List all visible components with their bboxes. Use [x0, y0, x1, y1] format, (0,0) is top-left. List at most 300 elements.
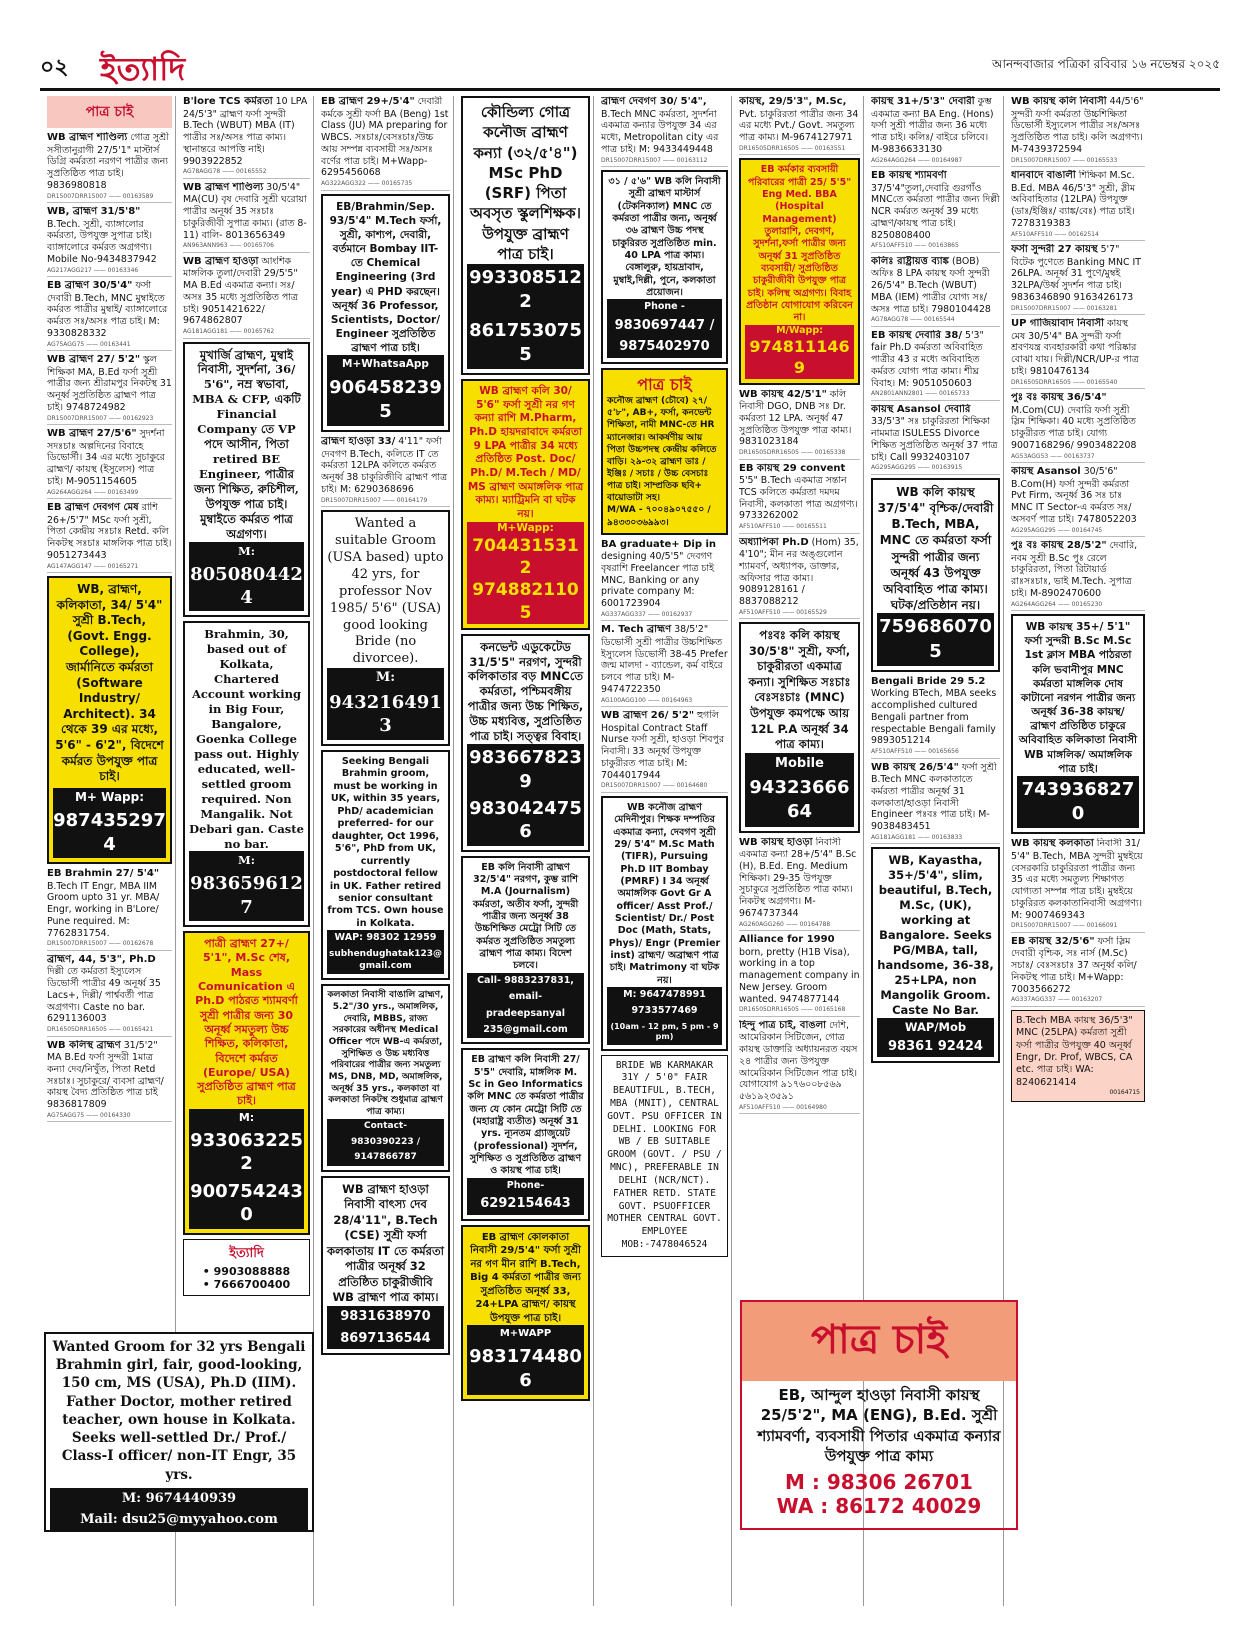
- ad-text: WB কলি কায়স্থ 37/5'4" বৃশ্চিক/দেবারী B.Tech, MBA, MNC তে কর্মরতা ফর্সা সুন্দরী পাত্রীর জন্য অনূর্ধ্ব 43 উপযুক্ত অবিবাহিত পাত্র কাম্য। ঘটক/প্রতিষ্ঠান নয়।: [877, 484, 994, 613]
- ad-phone: 8697136544: [327, 1328, 444, 1350]
- classified-ad: [1011, 96, 1145, 167]
- ad-phone: 9147866787: [327, 1150, 444, 1166]
- ad-text: M.Com(CU) দেবারি ফর্সা সুশ্রী স্লিম শিক্ষিকা। 40 মধ্যে সুপ্রতিষ্ঠিত চাকুরীরত পাত্র চাই। যোগ্য 9007168296/ 9903482208: [1011, 404, 1137, 451]
- ad-heading: EB কায়স্থ 32/5'6": [1011, 935, 1095, 947]
- section-brand: ইত্যাদি: [100, 50, 186, 88]
- ad-code: AG264AGG264 —— 00163499: [47, 488, 139, 496]
- ad-heading: EB Brahmin 27/ 5'4": [47, 868, 160, 880]
- ad-code: AG181AGG181 —— 00163833: [871, 833, 963, 841]
- ad-text: ফর্সা স্লিম দেবারী বৃশ্চিক, সঃ নার্স (M.Sc) সচাঃ/ বেঃসঃচাঃ 37 অনূর্ধ্ব কলি/ নিকটস্থ পাত্র চাই। M+Wapp: 7003566272: [1011, 935, 1137, 995]
- ad-code: DR15007DRR15007 —— 00163589: [47, 192, 154, 200]
- classified-ad: [183, 256, 310, 339]
- ad-phone-label: Mobile: [745, 753, 854, 775]
- ad-code: DR16505DRR16505 —— 00165338: [739, 449, 846, 457]
- ad-phone: 7044315312: [467, 535, 584, 579]
- classified-ad: [871, 330, 1000, 401]
- ad-email: Mail: dsu25@myyahoo.com: [50, 1509, 308, 1531]
- ad-text: নিবাসী 31/ 5'4" B.Tech, MBA সুন্দরী মুম্বইয়ে বেসরকারি চাকুরিরতা পাত্রীর জন্য 35 এর মধ্যে সমতুল্য শিক্ষাগত যোগ্যতা সম্পন্ন পাত্র চাই। মুম্বইয়ে চাকুরিরত কলকাতানিবাসী অগ্রগণ্য। M: 9007469343: [1011, 838, 1143, 921]
- ad-code: AG75AGG75 —— 00163441: [47, 340, 131, 348]
- ad-phone: 9748821105: [467, 579, 584, 623]
- ad-code: AG147AGG147 —— 00165271: [47, 562, 139, 570]
- ad-phone-label: M/Wapp:: [745, 325, 854, 337]
- ad-phone: M: 9647478991: [607, 987, 722, 1003]
- ad-text: Pvt. চাকুরিরতা পাত্রীর জন্য 34 এর মধ্যে Pvt./ Govt. সমতুল্য পাত্র কাম্য। M-9674127971: [739, 108, 859, 143]
- ad-code: AG337AGG337 —— 00162937: [601, 610, 693, 618]
- ad-text: মুখার্জি ব্রাহ্মণ, মুম্বাই নিবাসী, সুদর্শনা, 36/ 5'6", নম্র স্বভাবা, MBA & CFP, একটি Financial Company তে VP পদে আসীন, পিতা retired BE Engineer, পাত্রীর জন্য শিক্ষিত, রুচিশীল, উপযুক্ত পাত্র চাই। মুম্বাইতে কর্মরত পাত্র অগ্রগণ্য।: [192, 347, 301, 541]
- ad-text: পঃবঃ কলি কায়স্থ 30/5'8" সুশ্রী, ফর্সা, চাকুরীরতা একমাত্র কন্যা। সুশিক্ষিত সঃচাঃ বেঃসঃচাঃ (MNC) উপযুক্ত কমপক্ষে আয় 12L P.A অনূর্ধ্ব 34 পাত্র কাম্য।: [748, 628, 851, 752]
- ad-phone: 9432366664: [745, 774, 854, 827]
- ad-text: Working BTech, MBA seeks accomplished cultured Bengali partner from respectable Bengali family 9893051214: [871, 688, 997, 747]
- ad-phone: M/WA - ৭০০৪৯০৭৫৫০ / ৯৪৩৩০৩৬৯৯৩।: [607, 505, 711, 528]
- ad-heading: Bengali Bride 29 5.2: [871, 675, 986, 687]
- banner-text: EB, আন্দুল হাওড়া নিবাসী কায়স্থ 25/5'2", MA (ENG), B.Ed. সুশ্রী শ্যামবর্ণা, ব্যবসায়ী পিতার একমাত্র কন্যার উপযুক্ত পাত্র কাম্য: [757, 1386, 1001, 1465]
- ad-heading: B'lore TCS কর্মরতা: [183, 96, 273, 107]
- classified-ad: [739, 463, 860, 534]
- ad-heading: WB, ব্রাহ্মণ 31/5'8": [47, 206, 141, 217]
- ad-text: কৌন্ডিল্য গোত্র কনৌজ ব্রাহ্মণ কন্যা (৩২/৫'৪") MSc PhD (SRF) পিতা অবসৃত স্কুলশিক্ষক। উপযুক্ত ব্রাহ্মণ পাত্র চাই।: [470, 103, 581, 263]
- ad-code: DR15007DRR15007 —— 00162923: [47, 414, 154, 422]
- column-5: [598, 96, 732, 1606]
- ad-code: AF510AFF510 —— 00163865: [871, 242, 959, 250]
- ad-box: [321, 510, 450, 746]
- ad-text: নিবাসী একমাত্র কন্যা 28+/5'4" B.Sc (H), B.Ed. Eng. Medium শিক্ষিকা। 29-35 উপযুক্ত সুচাকুরে সুপ্রতিষ্ঠিত পাত্র কাম্য। নিকটস্থ অগ্রগণ্য। M-9674737344: [739, 836, 857, 919]
- ad-list: [601, 539, 728, 793]
- ad-box: [461, 379, 590, 629]
- classified-ad: [739, 537, 860, 620]
- ad-code: AF510AFF510 —— 00165529: [739, 608, 827, 616]
- ad-code: AF510AFF510 —— 00165656: [871, 748, 959, 756]
- ad-code: DR15007DRR15007 —— 00163281: [1011, 304, 1118, 312]
- ad-text: দেবারী কর্মকে সুশ্রী ফর্সা BA (Beng) 1st Class (JU) MA preparing for WBCS. সঃচাঃ/বেসঃচাঃ/উচ্চ আয় সম্পন্ন ব্যবসায়ী সঃ/অসঃ বর্ণের পাত্র চাই। M+Wapp-6295456068: [321, 96, 449, 179]
- ad-code: DR16505DRR16505 —— 00165540: [1011, 378, 1118, 386]
- ad-heading: Alliance for 1990: [739, 934, 835, 946]
- classified-ad: [1011, 838, 1145, 933]
- ad-text: রাশি 26+/5'7" MSc ফর্সা সুশ্রী, পিতা কেন্দ্রীয় সঃচাঃ Retd. কলি নিকটস্থ সঃচাঃ মাঙ্গলিক পাত্র চাই। 9051273443: [47, 502, 172, 561]
- ad-box: [601, 1055, 728, 1257]
- ad-phone: 98361 92424: [877, 1037, 994, 1058]
- ad-phone-label: M+Wapp:: [467, 522, 584, 536]
- ad-box: [47, 576, 172, 864]
- ad-text: EB কলি নিবাসী ব্রাহ্মণ 32/5'4" নরগণ, কুম্ভ রাশি M.A (Journalism) কর্মরতা, অতীব ফর্সা, সুন্দরী পাত্রীর জন্য অনূর্ধ্ব 38 উচ্চশিক্ষিত মেট্রো সিটি তে কর্মরত সুপ্রতিষ্ঠিত সমতুল্য ব্রাহ্মণ পাত্র কাম্য। বিদেশ চলবে।: [472, 861, 579, 972]
- ad-code: AG181AGG181 —— 00165762: [183, 328, 275, 335]
- ad-code: AG78AGG78 —— 00165544: [871, 316, 955, 324]
- ad-box: [321, 984, 450, 1172]
- ad-box: [321, 750, 450, 980]
- ad-code: AG322AGG322 —— 00165735: [321, 180, 413, 187]
- contact-phone: • 7666700400: [202, 1277, 291, 1291]
- banner-title: পাত্র চাই: [742, 1302, 1016, 1381]
- ad-code: DR15007DRR15007 —— 00164179: [321, 496, 428, 504]
- ad-phone: 9933085122: [467, 264, 584, 317]
- ad-phone: 9733577469: [607, 1003, 722, 1019]
- ad-phone-label: WAP/Mob: [877, 1018, 994, 1037]
- ad-box: [601, 796, 728, 1051]
- ad-heading: কলিঃ রাষ্ট্রায়ত্ত ব্যাঙ্ক: [871, 255, 949, 267]
- ad-box: [461, 1225, 590, 1402]
- ad-text: B.Tech MNC কর্মরতা, সুদর্শনা একমাত্র কন্যার উপযুক্ত 34 এর মধ্যে, Metropolitan city এর পাত্র চাই। M: 9433449448: [601, 108, 719, 155]
- ad-heading: WB ব্রাহ্মণ হাওড়া: [183, 255, 259, 267]
- ad-list: [871, 96, 1000, 475]
- ad-title: পাত্র চাই: [637, 374, 692, 394]
- ad-phone-label: Contact-: [327, 1119, 444, 1135]
- classified-ad: [47, 954, 172, 1037]
- classified-ad: [871, 256, 1000, 327]
- ad-text: দিল্লী তে কর্মরতা ইস্যুলেস ডিভোর্সী পাত্রীর 49 অনূর্ধ্ব 35 Lacs+, দিল্লী/ পার্শ্ববর্তী পাত্র অগ্রগণ্য। Caste no bar. 6291136003: [47, 966, 161, 1025]
- ad-code: AF510AFF510 —— 00162514: [1011, 230, 1099, 238]
- ad-phone: 8050804424: [189, 561, 304, 612]
- ad-heading: ব্রাহ্মণ হাওড়া 33/: [321, 436, 396, 448]
- ad-phone-label: M:: [189, 1109, 304, 1127]
- ad-phone-label: M:: [189, 851, 304, 870]
- ad-code: DR16505DRR16505 —— 00165168: [739, 1006, 846, 1014]
- ad-text: হুগলি Hospital Contract Staff Nurse ফর্সা সুশ্রী, হাওড়া শিবপুর নিবাসী। 33 অনূর্ধ্ব উপযুক্ত চাকুরীরত পাত্র চাই। M: 7044017944: [601, 710, 724, 781]
- ad-list: [1011, 838, 1145, 1007]
- ad-text: পাত্রী ব্রাহ্মণ 27+/ 5'1", M.Sc শেষ, Mass Comunication এ Ph.D পাঠরত শ্যামবর্ণা সুশ্রী পাত্রীর জন্য 30 অনূর্ধ্ব সমতুল্য উচ্চ শিক্ষিত, কলিকাতা, বিদেশে কর্মরত (Europe/ USA) সুপ্রতিষ্ঠিত ব্রাহ্মণ পাত্র চাই।: [195, 937, 298, 1108]
- ad-code: AG295AGG295 —— 00163915: [871, 464, 963, 472]
- column-8: [1008, 96, 1148, 1606]
- ad-text: 37/5'4"তুলা,দেবারি গুরগাঁও MNCতে কর্মরতা পাত্রীর জন্য দিল্লী NCR কর্মরত অনূর্ধ্ব 39 মধ্যে ব্রাহ্মণ/কায়স্থ পাত্র চাই।8250808400: [871, 182, 1000, 241]
- ad-phone: 9830424756: [467, 795, 584, 846]
- ad-text: দেশি, আমেরিকান সিটিজেন, গোত্র কায়স্থ ডাক্তারি অধ্যায়নরত বয়স ২৪ পাত্রীর জন্য উপযুক্ত আমেরিকান সিটিজেন পাত্র চাই। যোগাযোগ ৯১৭৬০০৮৫৬৯ ৫৬১৯২৩৫৯১: [739, 1019, 858, 1103]
- ad-phone: 8617530755: [467, 317, 584, 370]
- ad-text: 4'11" ফর্সা দেবগণ B.Tech, কলিতে IT তে কর্মরতা 12LPA কলিতে কর্মরত অনূর্ধ্ব 38 চাকুরিজীবি ব্রাহ্মণ পাত্র চাই। M: 6290368696: [321, 436, 447, 495]
- ad-box: [183, 342, 310, 618]
- ad-phone: 9830697447 /: [607, 316, 722, 337]
- ad-text: Wanted a suitable Groom (USA based) upto 42 yrs, for professor Nov 1985/ 5'6" (USA) good looking Bride (no divorcee).: [327, 516, 444, 667]
- ad-heading: UP গাজিয়াবাদ নিবাসী: [1011, 318, 1104, 329]
- ad-phone: WAP: 98302 12959: [327, 930, 444, 946]
- classified-ad: [47, 1040, 172, 1123]
- ad-code: AG260AGG260 —— 00164788: [739, 920, 831, 928]
- classified-ad: [1011, 936, 1145, 1007]
- ad-text: ফর্সা সুশ্রী B.Tech MNC কলকাতাতে কর্মরতা পাত্রীর অনূর্ধ্ব 31 কলকাতা/হাওড়া নিবাসী Engineer পঃবঃ পাত্র চাই। M-9038483451: [871, 761, 997, 833]
- ad-text: 44/5'6" সুন্দরী ফর্সা কর্মরতা উচ্চশিক্ষিতা ডিভোর্সী ইস্যুলেস পাত্রীর সঃ/অসঃ সুপ্রতিষ্ঠিত পাত্র চাই। কলি অগ্রগণ্য। M-7439372594: [1011, 96, 1144, 155]
- classified-ad: [1011, 540, 1145, 611]
- ad-list: [1011, 96, 1145, 611]
- ad-heading: ধানবাদে বাঙালী: [1011, 170, 1076, 181]
- ad-phone: 7439368270: [1017, 776, 1139, 829]
- page-number: ০২: [40, 55, 69, 80]
- ad-code: DR15007DRR15007 —— 00164680: [601, 782, 708, 790]
- ad-text: (BOB) অফিঃ 8 LPA কায়স্থ ফর্সা সুন্দরী 26/5'4" B.Tech (WBUT) MBA (IEM) পাত্রীর যোগ্য সঃ/অসঃ পাত্র চাই। 7980104428: [871, 255, 991, 315]
- ad-text: WB কনৌজ ব্রাহ্মণ মেদিনীপুর। শিক্ষক দম্পতির একমাত্র কন্যা, দেবগণ সুশ্রী 29/ 5'4" M.Sc Math (TIFR), Pursuing Ph.D IIT Bombay (PMRF) I 34 অনূর্ধ্ব অমাঙ্গলিক Govt Gr A officer/ Asst Prof./ Scientist/ Dr./ Post Doc (Math, Stats, Phys)/ Engr (Premier inst) ব্রাহ্মণ/ অব্রাহ্মণ পাত্র চাই। Matrimony বা ঘটক নয়।: [608, 801, 721, 986]
- ad-time: (10am - 12 pm, 5 pm - 9 pm): [607, 1020, 722, 1045]
- ad-heading: WB কায়স্থ 42/5'1": [739, 388, 827, 400]
- ad-heading: EB কায়স্থ শ্যামবর্ণা: [871, 170, 947, 181]
- ad-text: 5'5" B.Tech একমাত্র সন্তান TCS কলিতে কর্মরতা দমদম নিবাসী, কলকাতা পাত্র অগ্রগণ্য। 9733262002: [739, 475, 858, 522]
- ad-list: [183, 96, 310, 339]
- ad-phone: 9874352974: [53, 807, 166, 858]
- classified-ad: [739, 837, 860, 932]
- ad-text: 5'7" বিটেক পুণেতে Banking MNC IT 26LPA. অনূর্ধ্ব 31 পুণে/মুম্বই 32LPA/উর্ধ্ব সুদর্শন পাত্র চাই। 9836346890 9163426173: [1011, 244, 1142, 303]
- contact-title: ইত্যাদি: [229, 1245, 264, 1261]
- ad-heading: কায়স্থ, 29/5'3", M.Sc,: [739, 96, 847, 107]
- ad-phone: 9836678239: [467, 744, 584, 795]
- ad-heading: কায়স্থ 31+/5'3" দেবারী: [871, 96, 975, 107]
- classified-ad: [739, 934, 860, 1017]
- ad-box: [461, 856, 590, 1044]
- ad-email: subhendughatak123@gmail.com: [327, 947, 444, 974]
- ad-heading: WB কলিস্থ ব্রাহ্মণ: [47, 1039, 121, 1051]
- classified-ad: [47, 280, 172, 351]
- ad-heading: WB কায়স্থ 26/5'4": [871, 761, 959, 773]
- classified-ad: [183, 96, 310, 179]
- ad-code: AG295AGG295 —— 00164745: [1011, 526, 1103, 534]
- ad-code: AG78AGG78 —— 00165552: [183, 168, 267, 176]
- ad-heading: অধ্যাপিকা Ph.D: [739, 536, 809, 548]
- ad-text: B.Tech MBA কায়স্থ 36/5'3" MNC (25LPA) কর্মরতা সুশ্রী ফর্সা পাত্রীর উপযুক্ত 40 অনূর্ধ্ব Engr, Dr. Prof, WBCS, CA etc. পাত্র চাই। WA: 8240621414: [1016, 1014, 1133, 1088]
- ad-box: [461, 96, 590, 375]
- ad-text: 30/5'6" B.Com(H) ফর্সা সুন্দরী কর্মরতা Pvt Firm, অনূর্ধ্ব 36 সঃ চাঃ MNC IT Sector-এ কর্মরত সঃ/ অসবর্ণ পাত্র চাই। 7478052203: [1011, 466, 1137, 525]
- ad-text: 33/5'3" সঃ চাকুরিরতা শিক্ষিকা নামমাত্র ISULESS Divorce শিক্ষিত সুপ্রতিষ্ঠিত অনূর্ধ্ব 37 পাত্র চাই। Call 9932403107: [871, 416, 998, 463]
- ad-heading: পুঃ বঃ কায়স্থ 28/5'2": [1011, 540, 1107, 551]
- ad-heading: WB ব্রাহ্মণ 27/ 5'2": [47, 354, 141, 365]
- ad-box: [321, 194, 450, 433]
- classified-ad: [739, 1020, 860, 1115]
- wide-ad: [44, 1332, 314, 1532]
- classified-ad: [47, 428, 172, 499]
- ad-phone-label: M:: [327, 668, 444, 689]
- ad-heading: ব্রাহ্মণ দেবগণ 30/ 5'4",: [601, 96, 707, 107]
- classified-ad: [47, 132, 172, 203]
- classified-ad: [601, 539, 728, 622]
- ad-box: [739, 622, 860, 832]
- classified-ad: [871, 96, 1000, 167]
- column-3: [318, 96, 454, 1606]
- ad-text: 31/5'2" MA B.Ed ফর্সা সুন্দরী 1মাত্র কন্যা দেব/নিখুঁত, পিতা Retd সঃচাঃ। সুচাকুরে/ ব্যবসা ব্রাহ্মণ/ কায়স্থ বৈদ্য প্রতিষ্ঠিত পাত্র চাই 9836817809: [47, 1039, 164, 1111]
- ad-phone-label: M+WhatsaApp: [327, 355, 444, 373]
- ad-email-label: email-: [467, 989, 584, 1005]
- ad-heading: EB কায়স্থ 29 convent: [739, 462, 846, 474]
- classified-ad: [739, 389, 860, 460]
- ad-text: BRIDE WB KARMAKAR 31Y / 5'0" FAIR BEAUTIFUL, B.TECH, MBA (MNIT), CENTRAL GOVT. PSU OFFICER IN DELHI. LOOKING FOR WB / EB SUITABLE GROOM (GOVT. / PSU / MNC), PREFERABLE IN DELHI (NCR/NCT). FATHER RETD. STATE GOVT. PSUOFFICER MOTHER CENTRAL GOVT. EMPLOYEE MOB:-7478046524: [607, 1059, 722, 1250]
- ad-text: EB/Brahmin/Sep. 93/5'4" M.Tech ফর্সা, সুশ্রী, কাশ্যপ, দেবারী, বর্তমানে Bombay IIT- তে Chemical Engineering (3rd year) এ PHD করছেন। অনূর্ধ্ব 36 Professor, Scientists, Doctor/ Engineer সুপ্রতিষ্ঠিত ব্রাহ্মণ পাত্র চাই।: [329, 200, 442, 355]
- contact-box: [183, 1239, 310, 1296]
- classified-ad: [47, 354, 172, 425]
- classified-ad: [601, 710, 728, 793]
- ad-text: EB কর্মকার ব্যবসায়ী পরিবারের পাত্রী 25/ 5'5" Eng Med. BBA (Hospital Management) তুলারাশি, দেবগণ, সুদর্শনা,ফর্সা পাত্রীর জন্য অনূর্ধ্ব 31 সুপ্রতিষ্ঠিত ব্যবসায়ী/ সুপ্রতিষ্ঠিত চাকুরীজীবী উপযুক্ত পাত্র চাই। কলিস্থ অগ্রগণ্য। বিবাহ প্রতিষ্ঠান যোগাযোগ করিবেন না।: [746, 164, 853, 324]
- ad-text: কলকাতা নিবাসী বাঙালি ব্রাহ্মণ, 5.2"/30 yrs., অমাঙ্গলিক, দেবারি, MBBS, রাজ্য সরকারের অধীনস্থ Medical Officer পদে WB-এ কর্মরতা, সুশিক্ষিত ও উচ্চ মধ্যবিত্ত পরিবারের পাত্রীর জন্য সমতুল্য MS, DNB, MD, অমাঙ্গলিক, অনূর্ধ্ব 35 yrs., কলকাতা বা কলকাতা নিকটস্থ শুধুমাত্র ব্রাহ্মণ পাত্র কাম্য।: [327, 990, 444, 1118]
- ad-heading: ব্রাহ্মণ, 44, 5'3", Ph.D: [47, 953, 156, 965]
- ad-heading: কায়স্থ Asansol দেবারি: [871, 403, 971, 415]
- ad-list: [321, 96, 450, 191]
- ad-text: কনৌজ ব্রাহ্মণ (চৌবে) ২৭/ ৫'৮", AB+, ফর্সা, কনভেন্ট শিক্ষিতা, নামী MNC-তে HR ম্যানেজার। আকর্ষণীয় আয় পিতা উচ্চপদস্থ কেন্দ্রীয় কলিতে বাড়ি। ২৯-৩২ ব্রাহ্মণ ডাঃ / ইঞ্জিঃ / সচাঃ / উচ্চ বেসচাঃ পাত্র চাই। সাম্প্রতিক ছবি+ বায়োডাটা সহ।: [607, 396, 717, 504]
- ad-phone: 9064582395: [327, 374, 444, 427]
- ad-phone: 9748111469: [745, 337, 854, 379]
- ad-code: AG75AGG75 —— 00164330: [47, 1111, 131, 1119]
- ad-phone: Call- 9883237831,: [467, 973, 584, 989]
- ad-phone-label: Phone -: [607, 299, 722, 315]
- ad-text: কুম্ভ একমাত্র কন্যা BA Eng. (Hons) ফর্সা সুশ্রী পাত্রীর জন্য 36 মধ্যে পাত্র চাই। কলিঃ/ বাইরে চলিবে। M-9836633130: [871, 96, 994, 155]
- ad-text: কায়স্থ মেষ 30/5'4" BA সুন্দরী ফর্সা শ্রবণযন্ত্র ব্যবহারকারী কথা পরিষ্কার বোঝা যায়। দিল্লী/NCR/UP-র পাত্র চাই। 9810476134: [1011, 318, 1139, 377]
- ad-phone-label: M+ Wapp:: [53, 788, 166, 808]
- ad-text: 10 LPA 24/5'3" ব্রাহ্মণ ফর্সা সুন্দরী B.Tech (WBUT) MBA (IT) পাত্রীর সঃ/অসঃ পাত্র কাম্য। স্থানান্তরে আপত্তি নাই। 9903922852: [183, 96, 308, 167]
- ad-phone: 9836596127: [189, 870, 304, 921]
- ad-heading: WB ব্রাহ্মণ শাণ্ডিল্য: [183, 181, 264, 193]
- classified-ad: [871, 170, 1000, 253]
- ad-box: [871, 847, 1000, 1063]
- ad-heading: EB ব্রাহ্মণ দেবগণ মেষ: [47, 502, 139, 513]
- ad-text: WB ব্রাহ্মণ হাওড়া নিবাসী বাৎস্য দেব 28/4'11", B.Tech (CSE) সুশ্রী ফর্সা কলকাতায় IT তে কর্মরতা পাত্রীর অনূর্ধ্ব 32 প্রতিষ্ঠিত চাকুরীজীবি WB ব্রাহ্মণ পাত্র কাম্য।: [327, 1181, 444, 1305]
- ad-heading: WB কায়স্থ কলি নিবাসী: [1011, 96, 1107, 107]
- ad-list: [47, 132, 172, 573]
- ad-code: AG337AGG337 —— 00163207: [1011, 996, 1103, 1004]
- classified-ad: [321, 436, 450, 507]
- ad-phone: M: 9674440939: [50, 1488, 308, 1510]
- classified-ad: [1011, 392, 1145, 463]
- ad-box: [321, 1176, 450, 1355]
- ad-text: স্কুল শিক্ষিকা MA, B.Ed ফর্সা সুশ্রী পাত্রীর জন্য শ্রীরামপুর নিকটস্থ 31 অনূর্ধ্ব সুপ্রতিষ্ঠিত ব্রাহ্মণ পাত্র চাই। 9748724982: [47, 354, 172, 413]
- ad-code: DR16505DRR16505 —— 00165421: [47, 1026, 154, 1034]
- ad-text: 5'3" fair Ph.D কর্মরতা অবিবাহিত পাত্রীর 43 র মধ্যে অবিবাহিত কর্মরত যোগ্য পাত্র কাম্য। শীঘ্র বিবাহ। M: 9051050603: [871, 329, 984, 389]
- ad-heading: EB ব্রাহ্মণ 30/5'4": [47, 280, 133, 291]
- ad-list: [739, 389, 860, 620]
- classified-ad: [321, 96, 450, 191]
- ad-phone: 9007542430: [189, 1178, 304, 1229]
- publication-date: আনন্দবাজার পত্রিকা রবিবার ১৬ নভেম্বর ২০২৫: [992, 57, 1220, 71]
- classified-ad: [601, 624, 728, 707]
- banner-phone: M : 98306 26701: [785, 1470, 973, 1494]
- ad-text: EB ব্রাহ্মণ কলি নিবাসী 27/ 5'5" দেবারি, মাঙ্গলিক M. Sc in Geo Informatics কলি MNC তে কর্মরতা পাত্রীর জন্য যে কোন মেট্রো সিটি তে (মহারাষ্ট্র ব্যতীত) অনূর্ধ্ব 31 yrs. ন্যূনতম গ্র্যাজুয়েট (professional) সুদর্শন, সুশিক্ষিত ও সুপ্রতিষ্ঠিত ব্রাহ্মণ ও কায়স্থ পাত্র চাই।: [467, 1054, 584, 1177]
- banner-ad: [740, 1300, 1018, 1530]
- ad-heading: পুঃ বঃ কায়স্থ 36/5'4": [1011, 392, 1107, 403]
- classified-ad: [1011, 170, 1145, 241]
- ad-text: আংশিক মাঙ্গলিক তুলা/দেবারী 29/5'5" MA B.Ed একমাত্র কন্যা। সঃ/অসঃ 35 মধ্যে সুপ্রতিষ্ঠিত পাত্র চাই। 9051421622/ 9674862807: [183, 255, 298, 327]
- ad-text: B.Tech IT Engr, MBA IIM Groom upto 31 yr. MBA/ Engr, working in B'Lore/ Pune required. M: 7762831754.: [47, 880, 160, 939]
- ad-box: [871, 478, 1000, 672]
- classified-ad: [601, 96, 728, 167]
- ad-text: born, pretty (H1B Visa), working in a top management company in New Jersey. Groom wanted. 9474877144: [739, 946, 860, 1005]
- ad-code: AG100AGG100 —— 00164963: [601, 696, 693, 704]
- ad-text: কনভেন্ট এডুকেটেড 31/5'5" নরগণ, সুন্দরী কলিকাতার বড় MNCতে কর্মরতা, পশ্চিমবঙ্গীয় পাত্রীর জন্য উচ্চ শিক্ষিত, উচ্চ মধ্যবিত্ত, সুপ্রতিষ্ঠিত পাত্র চাই। সত্ত্বর বিবাহ।: [467, 639, 584, 744]
- ad-phone: 9432164913: [327, 689, 444, 740]
- classified-ad: [739, 96, 860, 155]
- ad-box: [1011, 1010, 1145, 1102]
- classified-ad: [47, 206, 172, 277]
- ad-heading: WB কায়স্থ হাওড়া: [739, 836, 813, 848]
- ad-code: DR15007DRR15007 —— 00166091: [1011, 922, 1118, 930]
- ad-text: WB, ব্রাহ্মণ, কলিকাতা, 34/ 5'4": [56, 582, 163, 612]
- ad-heading: WB ব্রাহ্মণ 26/ 5'2": [601, 710, 695, 722]
- ad-heading: কায়স্থ Asansol: [1011, 466, 1081, 477]
- ad-text: শিক্ষিকা M.Sc. B.Ed. MBA 46/5'3" সুশ্রী, স্লীম অবিবাহিতার (12LPA) উপযুক্ত (ডাঃ/ইঞ্জিঃ/ ব্যাঙ্ক/বেঃ) পাত্র চাই। 7278319383: [1011, 170, 1136, 229]
- ad-text: (Hom) 35, 4'10"; মীন নর অঙ্গুলোন শ্যামবর্ণ, অধ্যাপক, ডাক্তার, অফিসার পাত্র কাম্য। 9089128161 / 8837088212: [739, 536, 859, 608]
- ad-code: 00164715: [1109, 1089, 1140, 1097]
- ad-text: 38/5'2" ডিভোর্সী সুশ্রী পাত্রীর উচ্চশিক্ষিত ইস্যুলেস ডিভোর্সী 38-45 Prefer জন্ম মালদা - ব্যান্ডেল, কর্ম বাইরে চলবে পাত্র চাই। M-9474722350: [601, 624, 728, 695]
- ad-box: [183, 621, 310, 927]
- ad-text: WB, Kayastha, 35+/5'4", slim, beautiful, B.Tech, M.Sc, (UK), working at Bangalore. Seeks PG/MBA, tall, handsome, 36-38, 25+LPA, non Mangolik Groom. Caste No Bar.: [877, 853, 994, 1017]
- ad-heading: WB কায়স্থ কলকাতা: [1011, 838, 1094, 850]
- ad-box: [461, 1048, 590, 1221]
- ad-code: AG217AGG217 —— 00163346: [47, 266, 139, 274]
- ad-heading: WB ব্রাহ্মণ 27/5'6": [47, 428, 137, 439]
- ad-code: AG264AGG264 —— 00165230: [1011, 600, 1103, 608]
- ad-text: ফর্সা দেবারী B.Tech, MNC মুম্বাইতে কর্মরত পাত্রীর মুম্বাই/ ব্যাঙ্গালোরে কর্মরত সঃ/অসঃ পাত্র চাই। M: 9330828332: [47, 280, 168, 339]
- ad-heading: ফর্সা সুন্দরী 27 কায়স্থ: [1011, 244, 1098, 255]
- ad-heading: BA graduate+ Dip in: [601, 538, 717, 550]
- ad-code: AG53AGG53 —— 00163737: [1011, 452, 1095, 460]
- ad-text: Wanted Groom for 32 yrs Bengali Brahmin girl, fair, good-looking, 150 cm, MS (USA), Ph.D (IIM). Father Doctor, mother retired teacher, own house in Kolkata. Seeks well-settled Dr./ Prof./ Class-I officer/ non-IT Engr, 35 yrs.: [52, 1339, 306, 1483]
- classified-ad: [871, 404, 1000, 475]
- classified-ad: [871, 676, 1000, 759]
- page-header: [40, 44, 1220, 91]
- ad-heading: M. Tech ব্রাহ্মণ: [601, 624, 672, 636]
- ad-code: DR15007DRR15007 —— 00163112: [601, 156, 708, 164]
- ad-email: 235@gmail.com: [467, 1022, 584, 1038]
- ad-heading: EB ব্রাহ্মণ 29+/5'4": [321, 96, 415, 107]
- ad-text: কলি নিবাসী DGO, DNB সঃ Dr. কর্মরতা 12 LPA. অনূর্ধ্ব 47 সুপ্রতিষ্ঠিত উপযুক্ত পাত্র কাম্য। 9831023184: [739, 388, 852, 448]
- ad-box: [183, 931, 310, 1234]
- ad-text: EB ব্রাহ্মণ কোলকাতা নিবাসী 29/5'4" ফর্সা সুশ্রী নর গণ মীন রাশি B.Tech, Big 4 কর্মরতা পাত্রীর জন্য সুপ্রতিষ্ঠিত অনূর্ধ্ব 33, 24+LPA ব্রাহ্মণ/ কায়স্থ উপযুক্ত পাত্র চাই।: [470, 1231, 581, 1324]
- ad-heading: WB ব্রাহ্মণ শাণ্ডিল্য: [47, 132, 128, 143]
- ad-text: Seeking Bengali Brahmin groom, must be working in UK, within 35 years, PhD/ academician preferred- for our daughter, Oct 1996, 5'6", PhD from UK, currently postdoctoral fellow in UK. Father retired senior consultant from TCS. Own house in Kolkata.: [327, 755, 444, 929]
- ad-phone: 9330632252: [189, 1127, 304, 1178]
- ad-box: [461, 634, 590, 852]
- ad-box: [1011, 614, 1145, 834]
- classified-ad: [1011, 318, 1145, 389]
- ad-text: সুদর্শনা সদঃচাঃ অল্পদিনের বিবাহে ডিভোর্সী। 34 এর মধ্যে সুচাকুরে ব্রাহ্মণ/ কায়স্থ (ইসুলেস) পাত্র চাই। M-9051154605: [47, 428, 165, 487]
- ad-text: Brahmin, 30, based out of Kolkata, Chartered Account working in Big Four, Bangalore, Goenka College pass out. Highly educated, well-settled groom required. Non Mangalik. Not Debari gan. Caste no bar.: [189, 627, 304, 851]
- ad-code: AG264AGG264 —— 00164987: [871, 156, 963, 164]
- ad-phone: 9831638970: [327, 1306, 444, 1328]
- ad-code: AN2801ANN2801 —— 00165733: [871, 390, 970, 398]
- ad-text: B.Tech. সুশ্রী, ব্যাঙ্গালোর কর্মরতা, উপযুক্ত সুপাত্র চাই। ব্যাঙ্গালোরে কর্মরত অগ্রগণ্য। Mobile No-9434837942: [47, 218, 157, 265]
- ad-list: [47, 868, 172, 1122]
- ad-code: DR15007DRR15007 —— 00162678: [47, 940, 154, 948]
- ad-phone: 9831744806: [467, 1343, 584, 1396]
- ad-phone: 9830390223 /: [327, 1135, 444, 1151]
- classified-ad: [47, 502, 172, 573]
- ad-text: সুশ্রী B.Tech, (Govt. Engg. College), জার্মানিতে কর্মরতা (Software Industry/ Architect). 34 থেকে 39 এর মধ্যে, 5'6" - 6'2", বিদেশে কর্মরত উপযুক্ত পাত্র চাই।: [55, 613, 164, 784]
- ad-text: WB ব্রাহ্মণ কলি 30/ 5'6" ফর্সা সুশ্রী নর গণ কন্যা রাশি M.Pharm, Ph.D হায়দরাবাদে কর্মরতা 9 LPA পাত্রীর 34 মধ্যে প্রতিষ্ঠিত Post. Doc/ Ph.D/ M.Tech / MD/ MS ব্রাহ্মণ অমাঙ্গলিক পাত্র কাম্য। ম্যাট্রিমনি বা ঘটক নয়।: [467, 385, 584, 520]
- ad-box: [601, 170, 728, 364]
- classified-ad: [871, 762, 1000, 845]
- ad-heading: EB কায়স্থ দেবারি 38/: [871, 329, 963, 341]
- classified-ad: [1011, 466, 1145, 537]
- ad-text: WB কায়স্থ 35+/ 5'1" ফর্সা সুন্দরী B.Sc M.Sc 1st ক্লাস MBA পাঠরতা কলি ভবানীপুর MNC কর্মরতা মাঙ্গলিক দোষ কাটানো নরগন পাত্রীর জন্য অনূর্ধ্ব 36-38 কায়স্থ/ ব্রাহ্মণ প্রতিষ্ঠিত চাকুরে অবিবাহিত কলিকাতা নিবাসী WB মাঙ্গলিক/ অমাঙ্গলিক পাত্র চাই।: [1018, 621, 1138, 775]
- ad-code: AF510AFF510 —— 00165511: [739, 523, 827, 531]
- ad-list: [739, 837, 860, 1115]
- ad-phone: 9875402970: [607, 337, 722, 358]
- ad-text: 30/5'4" MA(CU) বৃষ দেবারি সুশ্রী ঘরোয়া পাত্রীর অনূর্ধ্ব 35 সঃচাঃ চাকুরিজীবী সুপাত্র কাম্য। (রাত 8-11) বালি- 8013656349: [183, 181, 307, 241]
- column-4: [458, 96, 594, 1606]
- classified-ad: [47, 868, 172, 951]
- ad-list: [871, 676, 1000, 845]
- classified-ad: [183, 182, 310, 253]
- section-title: পাত্র চাই: [47, 96, 172, 128]
- ad-text: ৩১ / ৫'৬" WB কলি নিবাসী সুশ্রী ব্রাহ্মণ মাস্টার্স (টেকনিক্যাল) MNC তে কর্মরতা পাত্রীর জন্য, অনূর্ধ্ব ৩৬ ব্রাহ্মণ উচ্চ পদস্থ চাকুরিরত সুপ্রতিষ্ঠিত min. 40 LPA পাত্র কাম্য। বেঙ্গালুরু, হায়দ্রাবাদ, মুম্বাই,দিল্লী, পুনে, কলকাতা প্রয়োজন।: [608, 176, 721, 299]
- ad-box: [739, 158, 860, 384]
- ad-text: দেবারি, নবম সুশ্রী B.Sc পুঃ রেলে চাকুরিরতা, পিতা রিটায়ার্ড রাঃসঃচাঃ, ভাই M.Tech. সুপাত্র চাই। M-8902470600: [1011, 540, 1138, 599]
- ad-heading: হিন্দু পাত্র চাই, বাঙলা: [739, 1019, 827, 1031]
- ad-phone-label: Phone-: [467, 1178, 584, 1194]
- ad-code: DR16505DRR16505 —— 00163551: [739, 144, 846, 152]
- ad-code: DR15007DRR15007 —— 00165533: [1011, 156, 1118, 164]
- classified-ad: [1011, 244, 1145, 315]
- ad-phone-label: M:: [189, 542, 304, 561]
- ad-code: AN963ANN963 —— 00165706: [183, 242, 274, 250]
- contact-phone: • 9903088888: [202, 1264, 291, 1278]
- ad-box: [601, 368, 728, 535]
- ad-email: pradeepsanyal: [467, 1006, 584, 1022]
- ad-text: গোত্র সুশ্রী সসীতানুরাগী 27/5'1" মাস্টার্স ডিগ্রি কর্মরতা নরগণ পাত্রীর জন্য সুপ্রতিষ্ঠিত পাত্র চাই। 9836980818: [47, 132, 169, 191]
- banner-whatsapp: WA : 86172 40029: [776, 1494, 982, 1518]
- ad-code: AF510AFF510 —— 00164980: [739, 1103, 827, 1111]
- ad-phone-label: M+WAPP: [467, 1325, 584, 1343]
- ad-phone: 6292154643: [467, 1194, 584, 1215]
- ad-phone: 7596860705: [877, 613, 994, 666]
- ad-text: designing 40/5'5" দেবগণ বৃষরাশি Freelancer পাত্র চাই MNC, Banking or any private company M: 6001723904: [601, 551, 715, 610]
